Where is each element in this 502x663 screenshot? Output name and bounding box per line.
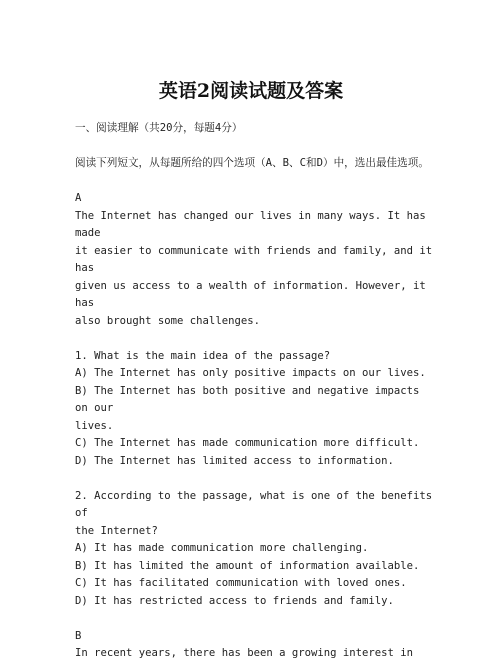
question-1-option-d: D) The Internet has limited access to information. [75, 454, 394, 467]
question-1-option-b-cont: lives. [75, 419, 114, 432]
question-2-stem: 2. According to the passage, what is one of the benefits of [75, 489, 439, 519]
passage-a-label: A [75, 192, 82, 204]
passage-a-line: given us access to a wealth of information. However, it has [75, 279, 433, 309]
question-2-option-a: A) It has made communication more challenging. [75, 542, 369, 554]
document-title: 英语2阅读试题及答案 [158, 80, 344, 102]
spacer [75, 330, 435, 348]
question-1-option-b: B) The Internet has both positive and negative impacts on our [75, 384, 426, 414]
question-1-option-a: A) The Internet has only positive impacts on our lives. [75, 367, 426, 379]
question-2-option-b: B) It has limited the amount of information available. [75, 559, 420, 572]
document-body [75, 120, 439, 663]
question-1-stem: 1. What is the main idea of the passage? [75, 349, 331, 362]
spacer [75, 138, 435, 156]
section-heading: 一、阅读理解（共20分，每题4分） [75, 122, 243, 134]
instructions-text: 阅读下列短文，从每题所给的四个选项（A、B、C和D）中，选出最佳选项。 [75, 157, 429, 169]
passage-a-line: it easier to communicate with friends and family, and it has [75, 244, 439, 274]
question-2-option-d: D) It has restricted access to friends and family. [75, 594, 394, 607]
spacer [75, 173, 435, 191]
passage-b-label: B [75, 629, 82, 642]
question-1-option-c: C) The Internet has made communication more difficult. [75, 437, 420, 449]
question-2-stem-cont: the Internet? [75, 524, 158, 537]
passage-a-line: The Internet has changed our lives in many ways. It has made [75, 209, 433, 239]
spacer [75, 610, 435, 628]
passage-a-line: also brought some challenges. [75, 314, 260, 327]
passage-b-line: In recent years, there has been a growing interest in [75, 647, 414, 659]
question-2-option-c: C) It has facilitated communication with loved ones. [75, 577, 407, 589]
spacer [75, 470, 435, 488]
